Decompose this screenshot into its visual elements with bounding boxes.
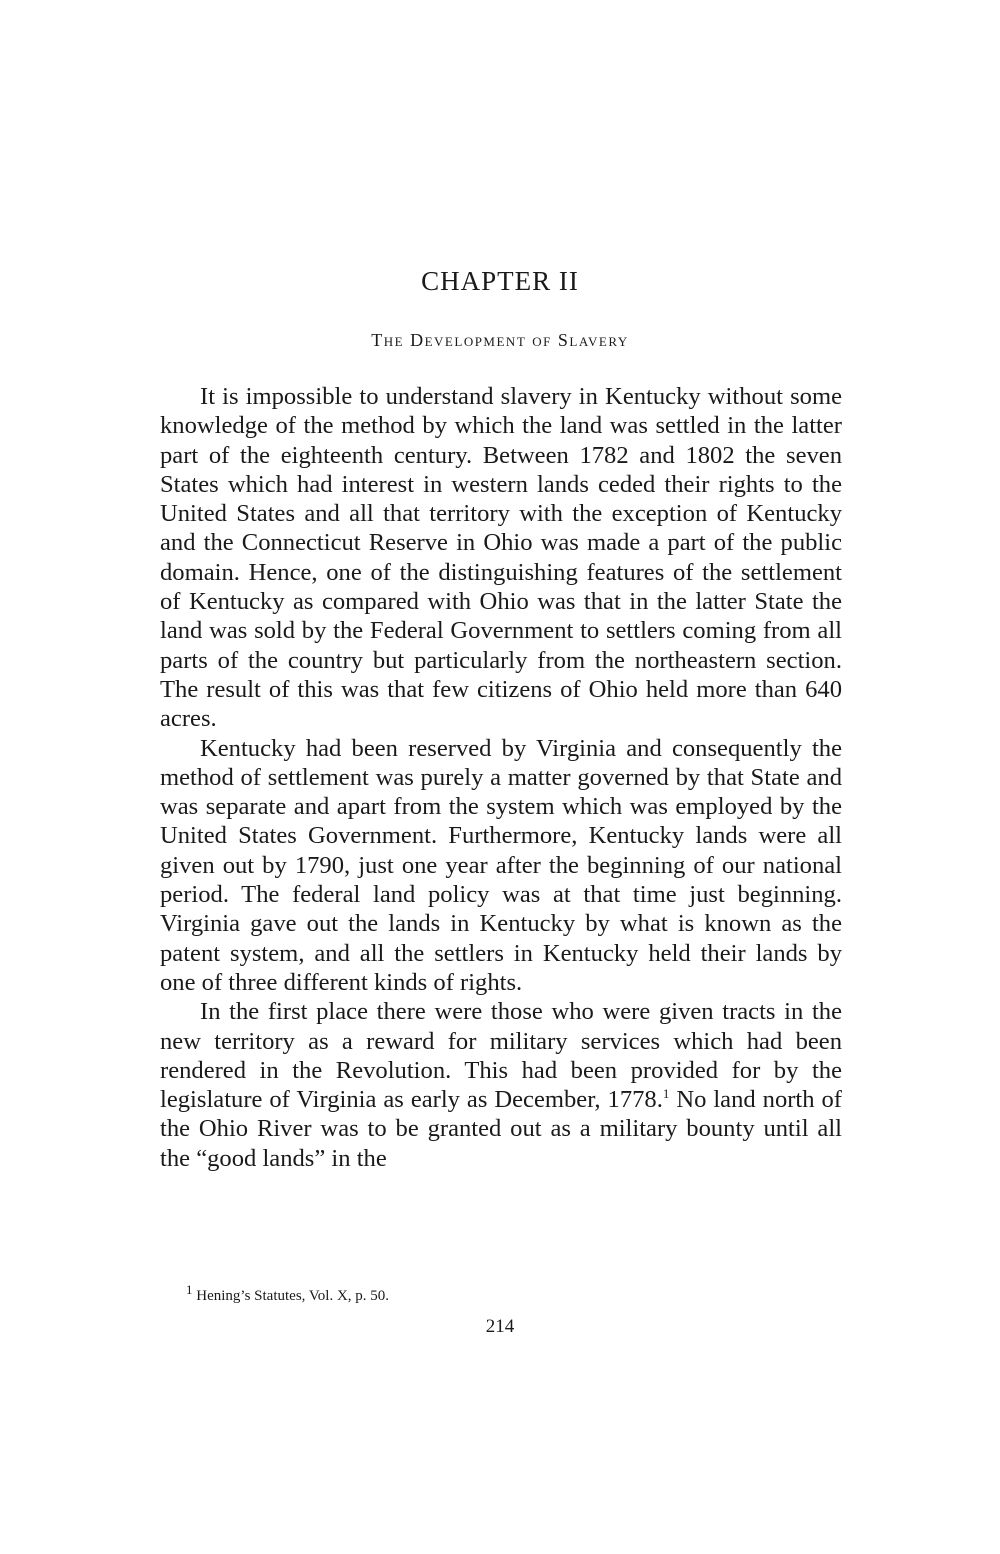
footnote-reference: 1 bbox=[662, 1085, 670, 1101]
paragraph-2: Kentucky had been reserved by Virginia and consequently the method of settlement was purely a matter governed by that State and was separate and apart from the system which was employed by the United States Government. Furthermore, Kentucky lands were all given out by 1790, just one year after the beginning of our national period. The federal land policy was at that time just beginning. Virginia gave out the lands in Kentucky by what is known as the patent system, and all the settlers in Kentucky held their lands by one of three different kinds of rights. bbox=[160, 734, 842, 996]
paragraph-1: It is impossible to understand slavery in Kentucky without some knowledge of the method by which the land was settled in the latter part of the eighteenth century. Between 1782 and 1802 the seven States which had interest in western lands ceded their rights to the United States and all that territory with the exception of Kentucky and the Connecticut Reserve in Ohio was made a part of the public domain. Hence, one of the distinguishing features of the settlement of Kentucky as compared with Ohio was that in the latter State the land was sold by the Federal Government to settlers coming from all parts of the country but particularly from the northeastern section. The result of this was that few citizens of Ohio held more than 640 acres. bbox=[160, 383, 842, 733]
paragraph-3 bbox=[160, 997, 842, 1173]
body-text bbox=[160, 382, 842, 1173]
footnote-text: Hening’s Statutes, Vol. X, p. 50. bbox=[192, 1288, 390, 1304]
paragraph-3-text-b: No land north of the Ohio River was to be granted out as a military bounty until all the “good lands” in the bbox=[160, 1086, 842, 1172]
chapter-title: CHAPTER II bbox=[421, 266, 579, 296]
paragraph-3-text-a: In the first place there were those who were given tracts in the new territory as a reward for military services which had been rendered in the Revolution. This had been provided for by the legislature of Virginia as early as December, 1778. bbox=[160, 998, 842, 1114]
chapter-subtitle: The Development of Slavery bbox=[371, 330, 629, 350]
footnote bbox=[186, 1282, 390, 1305]
page-number: 214 bbox=[485, 1316, 515, 1337]
footnote-marker: 1 bbox=[186, 1282, 193, 1297]
